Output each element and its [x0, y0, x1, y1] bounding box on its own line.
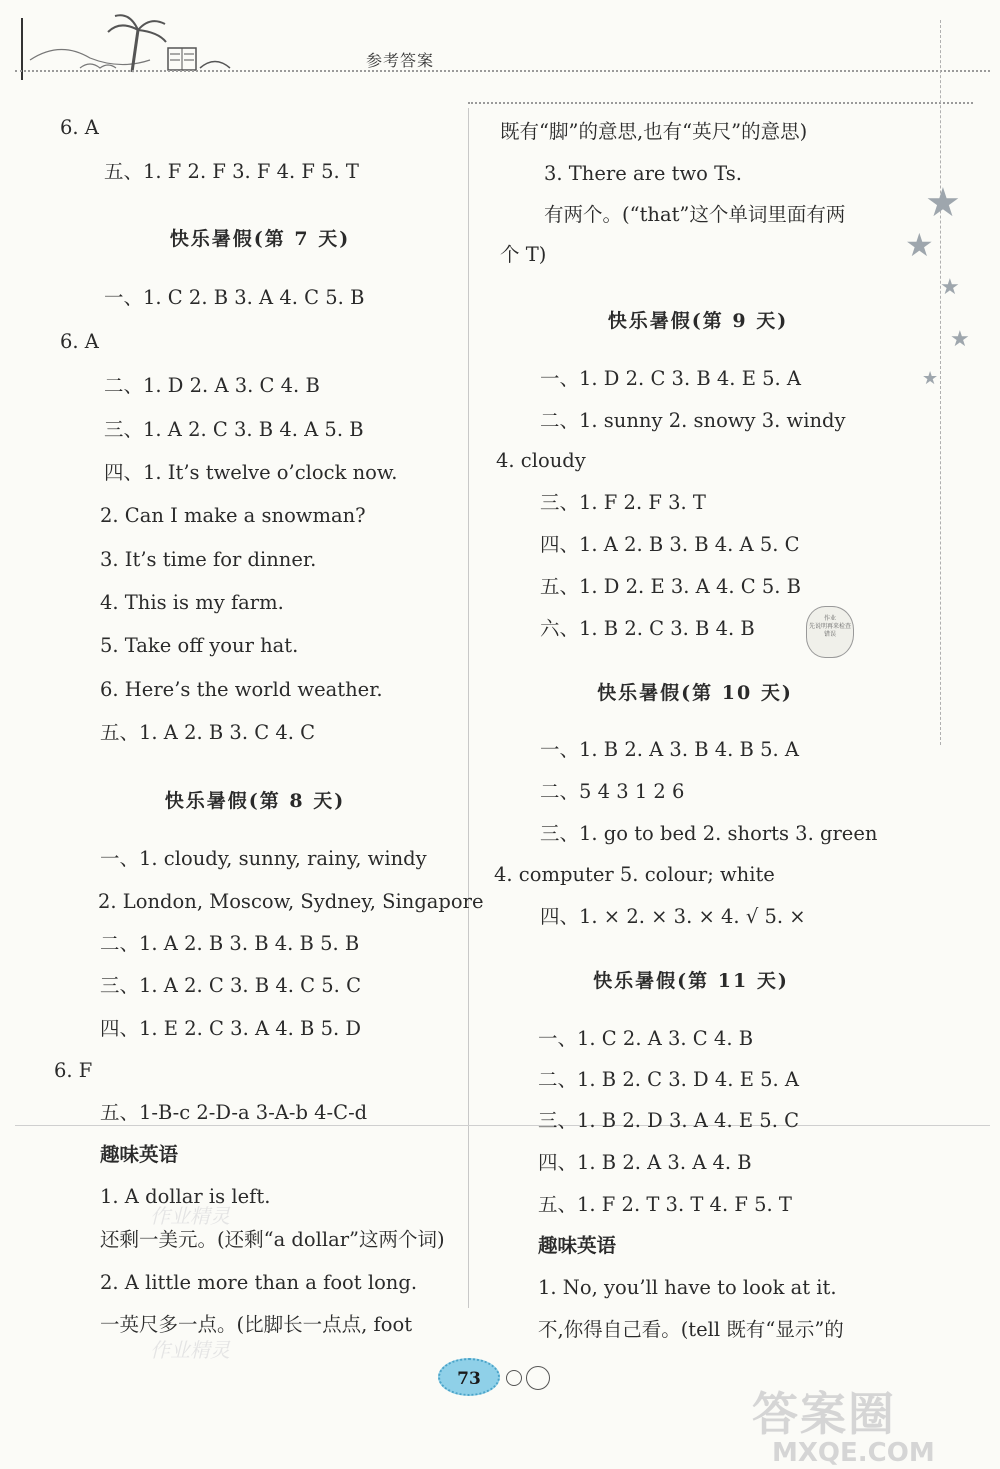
answer-line: 3. It’s time for dinner.	[100, 548, 317, 571]
decorative-circle-icon	[506, 1370, 522, 1386]
answer-line: 五、1. F 2. T 3. T 4. F 5. T	[538, 1193, 792, 1216]
answer-line: 6. A	[60, 116, 99, 139]
faint-watermark: 作业精灵	[150, 1338, 230, 1362]
answer-line: 五、1. A 2. B 3. C 4. C	[100, 721, 316, 744]
answer-line: 3. There are two Ts.	[544, 162, 742, 185]
fun-english-heading: 趣味英语	[538, 1234, 617, 1257]
answer-line: 4. computer 5. colour; white	[494, 863, 775, 886]
answer-line: 四、1. B 2. A 3. A 4. B	[538, 1151, 752, 1174]
answer-line: 5. Take off your hat.	[100, 634, 299, 657]
answer-line: 五、1. D 2. E 3. A 4. C 5. B	[540, 575, 802, 598]
answer-line: 四、1. It’s twelve o’clock now.	[104, 461, 398, 484]
answer-line: 四、1. A 2. B 3. B 4. A 5. C	[540, 533, 800, 556]
site-watermark: 答案圈 MXQE.COM	[752, 1387, 935, 1468]
answer-line: 二、1. A 2. B 3. B 4. B 5. B	[100, 932, 360, 955]
answer-line: 4. cloudy	[496, 449, 586, 472]
star-icon: ★	[925, 180, 961, 226]
answer-line: 4. This is my farm.	[100, 591, 284, 614]
answer-line: 1. No, you’ll have to look at it.	[538, 1276, 837, 1299]
header-title: 参考答案	[365, 51, 434, 70]
answer-line: 三、1. go to bed 2. shorts 3. green	[540, 822, 878, 845]
answer-line: 2. London, Moscow, Sydney, Singapore	[98, 890, 484, 913]
answer-line: 四、1. × 2. × 3. × 4. √ 5. ×	[540, 905, 806, 928]
faint-watermark: 作业精灵	[150, 1204, 230, 1228]
answer-line: 二、5 4 3 1 2 6	[540, 780, 685, 803]
answer-line: 一、1. D 2. C 3. B 4. E 5. A	[540, 367, 802, 390]
answer-line: 五、1-B-c 2-D-a 3-A-b 4-C-d	[100, 1101, 368, 1124]
section-divider	[15, 1125, 990, 1126]
section-heading-day-8: 快乐暑假(第 8 天)	[164, 790, 346, 812]
decorative-circle-icon	[526, 1366, 550, 1390]
answer-line: 1. A dollar is left.	[100, 1185, 271, 1208]
margin-line	[940, 20, 941, 745]
star-icon: ★	[950, 327, 970, 352]
answer-line: 不,你得自己看。(tell 既有“显示”的	[538, 1318, 844, 1341]
star-icon: ★	[905, 226, 934, 264]
answer-line: 二、1. B 2. C 3. D 4. E 5. A	[538, 1068, 800, 1091]
page-number: 73	[438, 1358, 500, 1396]
answer-line: 2. Can I make a snowman?	[100, 504, 366, 527]
star-icon: ★	[922, 368, 939, 389]
header-divider-2	[468, 102, 973, 104]
star-icon: ★	[940, 275, 960, 300]
answer-line: 四、1. E 2. C 3. A 4. B 5. D	[100, 1017, 362, 1040]
answer-line: 五、1. F 2. F 3. F 4. F 5. T	[104, 160, 359, 183]
answer-line: 一、1. B 2. A 3. B 4. B 5. A	[540, 738, 799, 761]
column-divider	[468, 108, 469, 1308]
fun-english-heading: 趣味英语	[100, 1143, 179, 1166]
answer-line: 既有“脚”的意思,也有“英尺”的意思)	[500, 120, 808, 143]
answer-line: 二、1. D 2. A 3. C 4. B	[104, 374, 320, 397]
answer-line: 2. A little more than a foot long.	[100, 1271, 418, 1294]
section-heading-day-7: 快乐暑假(第 7 天)	[169, 228, 351, 250]
answer-line: 三、1. F 2. F 3. T	[540, 491, 706, 514]
answer-line: 三、1. A 2. C 3. B 4. A 5. B	[104, 418, 364, 441]
answer-line: 一英尺多一点。(比脚长一点点, foot	[100, 1313, 413, 1336]
teacher-stamp: 作业 先说明再来检查 错误	[806, 606, 854, 658]
answer-line: 三、1. B 2. D 3. A 4. E 5. C	[538, 1109, 800, 1132]
answer-line: 一、1. cloudy, sunny, rainy, windy	[100, 847, 427, 870]
answer-line: 三、1. A 2. C 3. B 4. C 5. C	[100, 974, 361, 997]
answer-line: 个 T)	[500, 243, 547, 266]
answer-line: 6. A	[60, 330, 99, 353]
section-heading-day-10: 快乐暑假(第 10 天)	[597, 682, 793, 704]
section-heading-day-9: 快乐暑假(第 9 天)	[607, 310, 789, 332]
answer-line: 6. Here’s the world weather.	[100, 678, 383, 701]
answer-line: 二、1. sunny 2. snowy 3. windy	[540, 409, 846, 432]
header-divider	[15, 70, 990, 72]
answer-line: 六、1. B 2. C 3. B 4. B	[540, 617, 755, 640]
answer-line: 有两个。(“that”这个单词里面有两	[544, 203, 846, 226]
answer-line: 还剩一美元。(还剩“a dollar”这两个词)	[100, 1228, 445, 1251]
answer-line: 一、1. C 2. A 3. C 4. B	[538, 1027, 754, 1050]
answer-line: 一、1. C 2. B 3. A 4. C 5. B	[104, 286, 365, 309]
answer-line: 6. F	[54, 1059, 93, 1082]
section-heading-day-11: 快乐暑假(第 11 天)	[593, 970, 789, 992]
